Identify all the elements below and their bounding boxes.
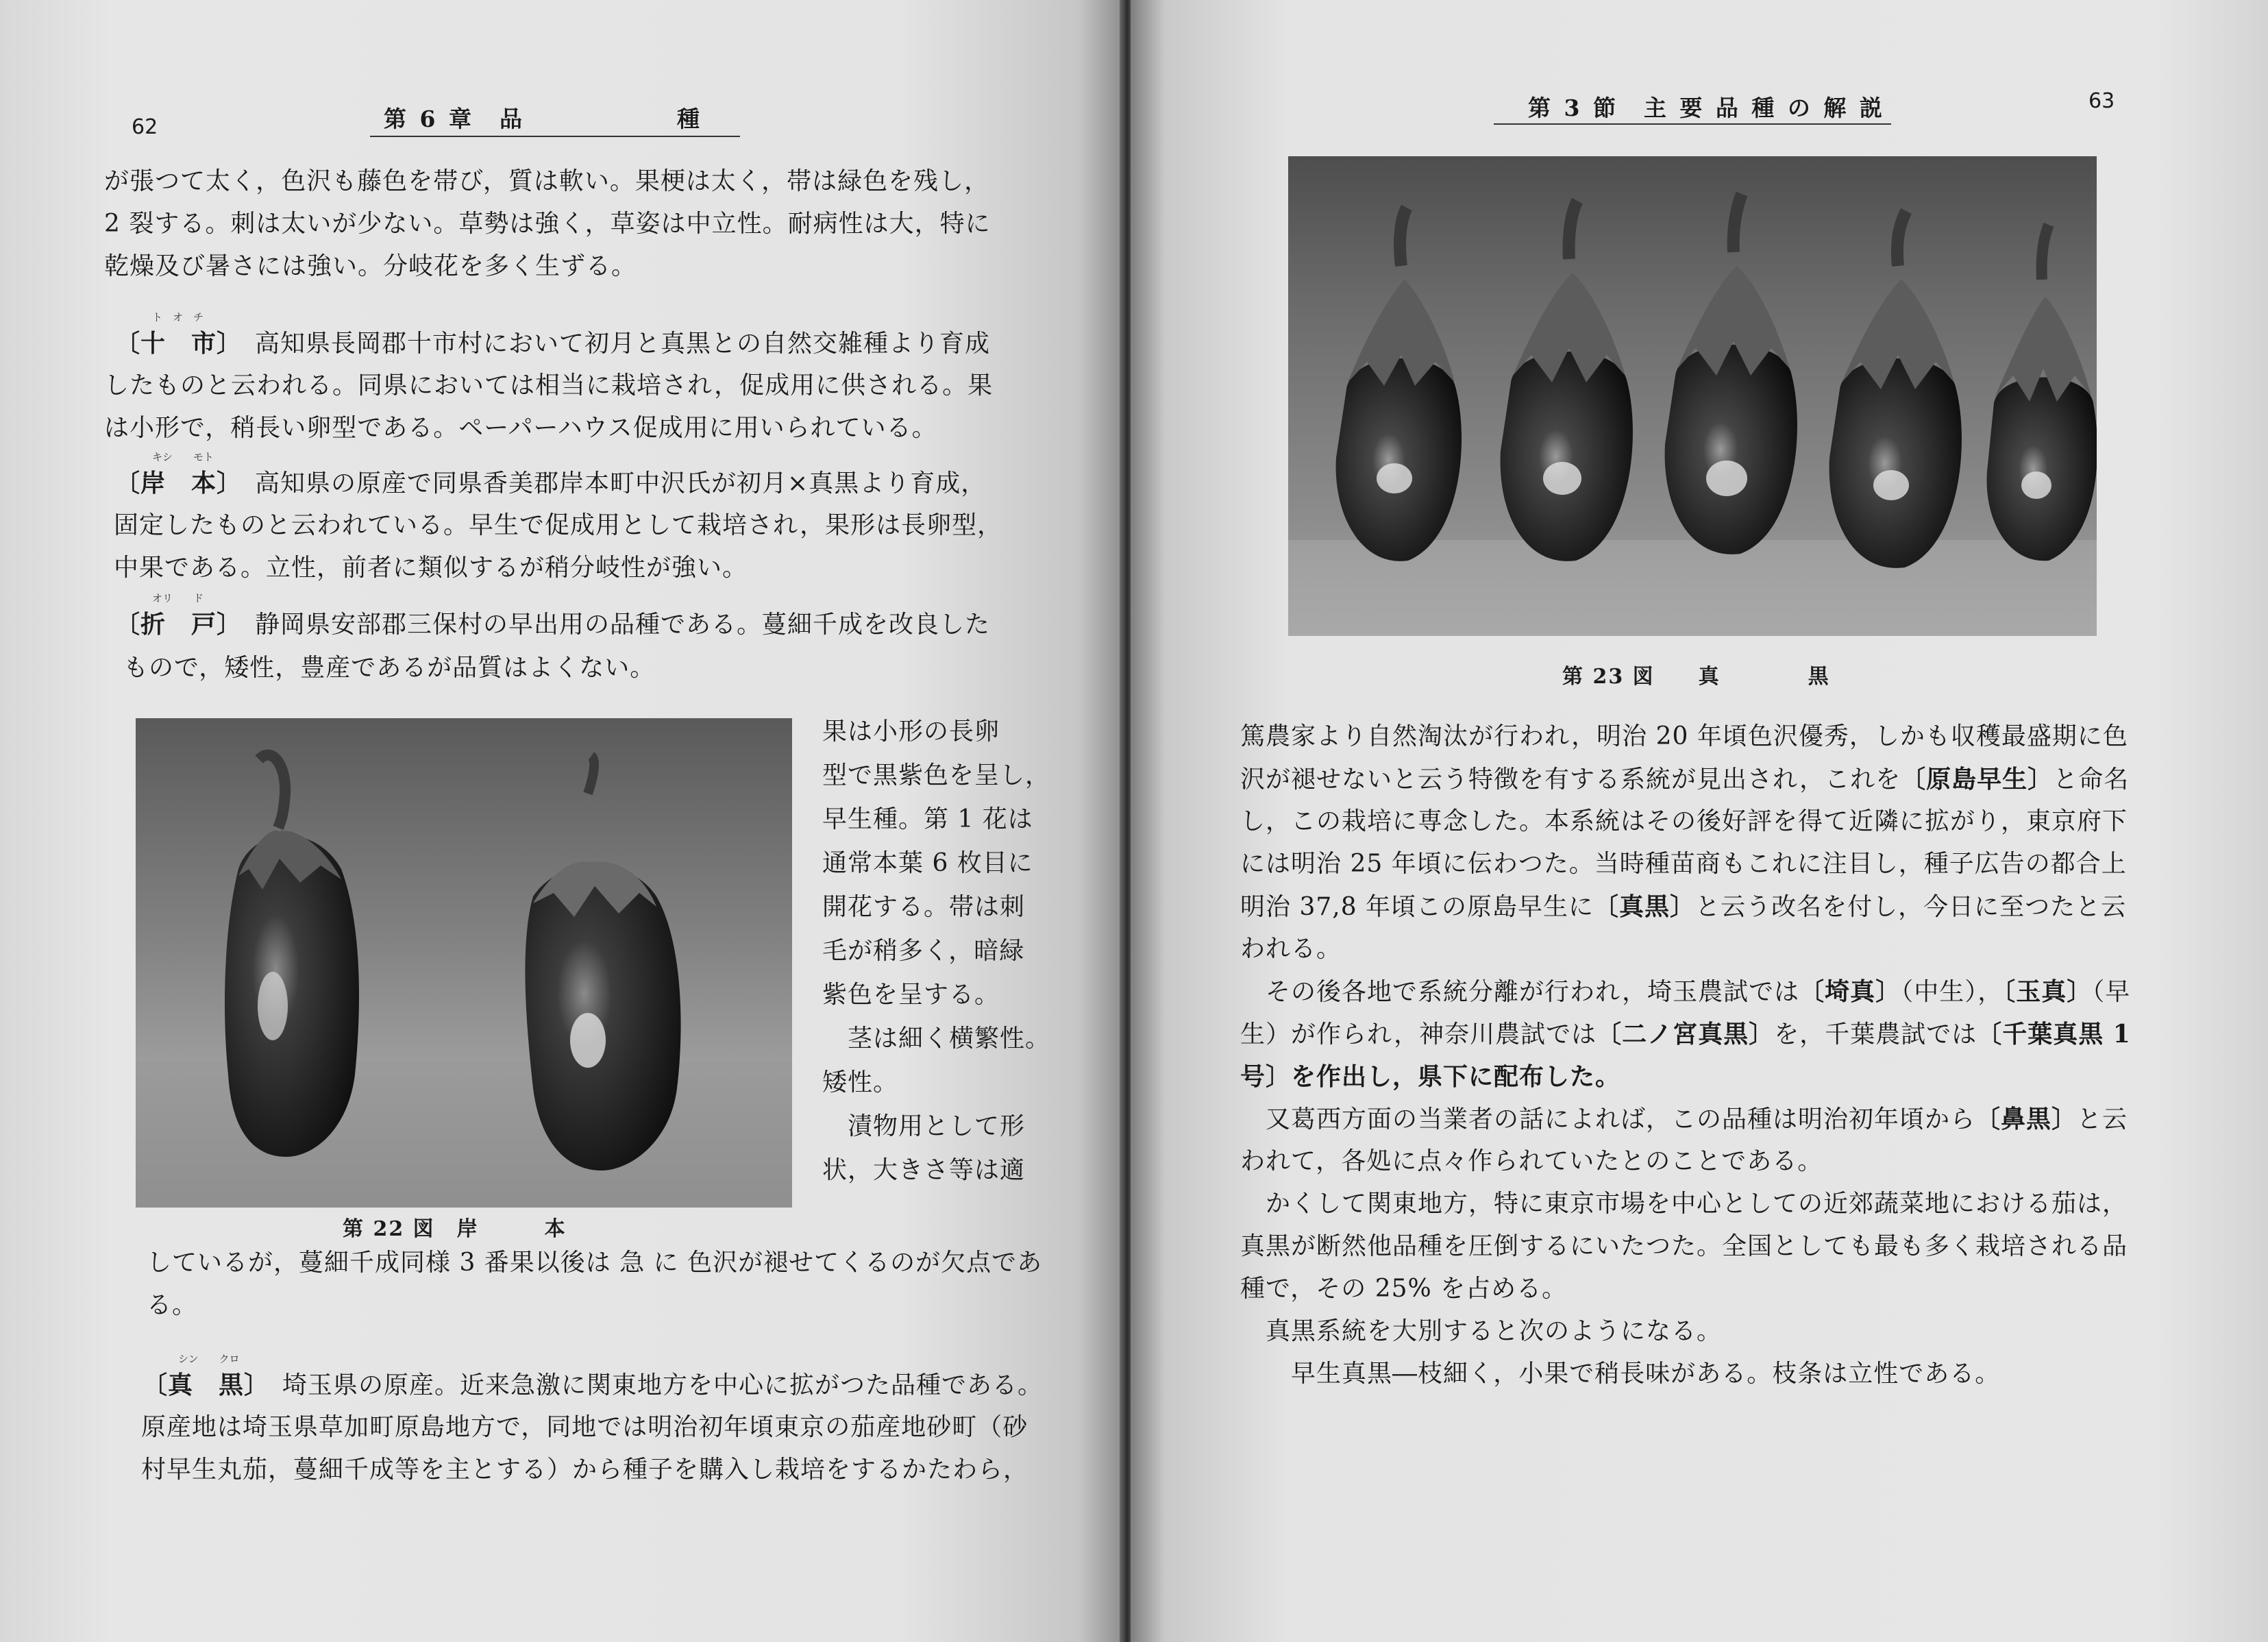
figure-23-caption: 第 23 図 真 黒 xyxy=(1562,665,1830,689)
text-line: 高知県長岡郡十市村において初月と真黒との自然交雑種より育成 xyxy=(255,330,991,358)
eggplant-right xyxy=(525,756,680,1171)
running-head-rule-left xyxy=(370,136,740,137)
text-segment: には明治 25 年頃に伝わつた。当時種苗商もこれに注目し，種子広告の都合上 xyxy=(1240,850,2127,878)
entry-kishimoto xyxy=(115,462,986,504)
entry-tochi xyxy=(115,322,990,365)
text-line xyxy=(1240,800,2131,843)
variety-label-tochi: 〔十 市〕 xyxy=(115,329,230,358)
paragraph-continuation xyxy=(104,160,991,288)
text-line xyxy=(1240,885,2131,928)
figure-23-photo xyxy=(1288,156,2097,636)
right-page xyxy=(1131,0,2268,1642)
variety-name: 〔玉真〕 xyxy=(2003,977,2093,1006)
text-segment: 早生真黒―枝細く，小果で稍長味がある。枝条は立性である。 xyxy=(1240,1360,2001,1388)
text-segment: 生）が作られ，神奈川農試では xyxy=(1240,1020,1597,1049)
eggplant-4 xyxy=(1829,211,1962,568)
entry-shinkuro xyxy=(143,1364,1043,1406)
text-line: 茎は細く横繁性。 xyxy=(822,1025,1051,1053)
text-line: 村早生丸茄，蔓細千成等を主とする）から種子を購入し栽培をするかたわら， xyxy=(141,1456,1029,1484)
text-line: もので，矮性，豊産であるが品質はよくない。 xyxy=(123,654,656,682)
text-line: が張つて太く，色沢も藤色を帯び，質は軟い。果梗は太く，帯は緑色を残し， xyxy=(104,167,990,195)
entry-shinkuro-body xyxy=(141,1406,1028,1491)
text-line: 開花する。帯は刺 xyxy=(822,893,1026,921)
text-line: 固定したものと云われている。早生で促成用として栽培され，果形は長卵型， xyxy=(114,511,1003,539)
text-line: 通常本葉 6 枚目に xyxy=(822,849,1033,877)
text-segment: われる。 xyxy=(1240,935,1342,963)
right-body-text xyxy=(1240,715,2131,1395)
running-head-right: 第 3 節 主 要 品 種 の 解 説 xyxy=(1528,95,1885,121)
furigana: オリ ド xyxy=(152,592,204,604)
figure-side-text xyxy=(822,710,1050,1192)
text-segment: 真黒系統を大別すると次のようになる。 xyxy=(1240,1317,1723,1345)
text-line: 状，大きさ等は適 xyxy=(822,1156,1026,1184)
text-line: 漬物用として形 xyxy=(822,1112,1026,1140)
text-segment: 沢が褪せないと云う特徴を有する系統が見出され，これを xyxy=(1240,765,1901,794)
text-line: 中果である。立性，前者に類似するが稍分岐性が強い。 xyxy=(114,554,748,582)
eggplant-illustration xyxy=(136,718,792,1208)
text-line xyxy=(1240,715,2131,758)
text-line: しているが，蔓細千成同様 3 番果以後は 急 に 色沢が褪せてくるのが欠点であ xyxy=(147,1249,1043,1277)
page-number-left: 62 xyxy=(132,115,158,139)
text-line: 紫色を呈する。 xyxy=(822,981,1000,1009)
text-line: 静岡県安部郡三保村の早出用の品種である。蔓細千成を改良した xyxy=(255,611,991,639)
text-line: る。 xyxy=(147,1291,198,1319)
text-line xyxy=(1240,1353,2131,1395)
text-line xyxy=(1240,1098,2131,1140)
text-segment: われて，各処に点々作られていたとのことである。 xyxy=(1240,1147,1823,1175)
text-segment: （中生）， xyxy=(1901,978,2004,1006)
text-segment: 又葛西方面の当業者の話によれば，この品種は明治初年頃から xyxy=(1240,1105,1976,1134)
figure-22-caption: 第 22 図 岸 本 xyxy=(343,1217,567,1241)
text-line xyxy=(1240,1225,2131,1268)
text-segment: 真黒が断然他品種を圧倒するにいたつた。全国としても最も多く栽培される品 xyxy=(1240,1232,2128,1260)
text-line xyxy=(1240,970,2131,1013)
text-line xyxy=(1240,1310,2131,1353)
left-page xyxy=(0,0,1124,1642)
text-line xyxy=(1240,758,2131,800)
text-line xyxy=(1240,1268,2131,1310)
variety-label-shinkuro: 〔真 黒〕 xyxy=(143,1371,258,1399)
text-line: 果は小形の長卵 xyxy=(822,718,1000,746)
text-line: は小形で，稍長い卵型である。ペーパーハウス促成用に用いられている。 xyxy=(104,414,937,442)
text-line: 矮性。 xyxy=(822,1068,899,1096)
text-segment: と云 xyxy=(2077,1105,2128,1134)
variety-label-orido: 〔折 戸〕 xyxy=(115,610,230,639)
running-head-rule-right xyxy=(1494,123,1891,125)
text-segment: 明治 37,8 年頃この原島早生に xyxy=(1240,893,1594,921)
eggplant-row-illustration xyxy=(1288,156,2097,636)
eggplant-1 xyxy=(1336,208,1462,561)
text-line xyxy=(1240,1013,2131,1055)
text-segment: を，千葉農試では xyxy=(1774,1020,1977,1049)
variety-name: 〔埼真〕 xyxy=(1799,977,1901,1006)
variety-label-kishimoto: 〔岸 本〕 xyxy=(115,469,230,498)
variety-name: 〔真黒〕 xyxy=(1594,892,1696,921)
text-segment: かくして関東地方，特に東京市場を中心としての近郊蔬菜地における茄は， xyxy=(1240,1190,2128,1218)
text-line xyxy=(1240,928,2131,970)
text-line: 2 裂する。刺は太いが少ない。草勢は強く，草姿は中立性。耐病性は大，特に xyxy=(104,210,991,238)
text-line: したものと云われる。同県においては相当に栽培され，促成用に供される。果 xyxy=(104,371,994,400)
text-segment: 篤農家より自然淘汰が行われ，明治 20 年頃色沢優秀，しかも収穫最盛期に色 xyxy=(1240,722,2128,750)
text-line xyxy=(1240,1055,2131,1098)
text-segment: し，この栽培に専念した。本系統はその後好評を得て近隣に拡がり，東京府下 xyxy=(1240,807,2128,835)
text-segment: と云う改名を付し，今日に至つたと云 xyxy=(1695,893,2127,921)
eggplant-left xyxy=(225,755,359,1157)
text-line: 高知県の原産で同県香美郡岸本町中沢氏が初月×真黒より育成， xyxy=(255,469,987,498)
text-line: 毛が稍多く，暗緑 xyxy=(822,937,1025,965)
furigana: キシ モト xyxy=(152,451,214,463)
variety-name: を作出し，県下に配布した。 xyxy=(1291,1062,1621,1091)
text-line xyxy=(1240,1140,2131,1183)
text-line: 型で黒紫色を呈し， xyxy=(822,761,1051,789)
furigana: ト オ チ xyxy=(152,311,204,323)
text-segment: その後各地で系統分離が行われ，埼玉農試では xyxy=(1240,978,1800,1006)
eggplant-5 xyxy=(1987,225,2097,561)
variety-name: 〔二ノ宮真黒〕 xyxy=(1597,1020,1775,1049)
paragraph-after-figure xyxy=(147,1242,1042,1327)
furigana: シン クロ xyxy=(178,1353,240,1365)
text-line xyxy=(1240,1183,2131,1225)
text-segment: と命名 xyxy=(2053,765,2130,794)
eggplant-3 xyxy=(1665,194,1797,554)
figure-22-photo xyxy=(136,718,792,1208)
page-number-right: 63 xyxy=(2088,89,2115,113)
variety-name: 〔鼻黒〕 xyxy=(1975,1105,2078,1134)
text-line: 早生種。第 1 花は xyxy=(822,805,1033,833)
text-segment: 種で，その 25% を占める。 xyxy=(1240,1275,1568,1303)
variety-name: 号〕 xyxy=(1240,1062,1292,1091)
text-line: 原産地は埼玉県草加町原島地方で，同地では明治初年頃東京の茄産地砂町（砂 xyxy=(141,1413,1028,1441)
entry-kishimoto-body xyxy=(114,504,1002,589)
entry-orido xyxy=(115,603,990,646)
text-line: 埼玉県の原産。近来急激に関東地方を中心に拡がつた品種である。 xyxy=(282,1371,1044,1399)
entry-tochi-body xyxy=(104,365,993,450)
text-line xyxy=(1240,843,2131,885)
eggplant-2 xyxy=(1501,201,1633,561)
variety-name: 〔原島早生〕 xyxy=(1901,765,2054,794)
variety-name: 〔千葉真黒 1 xyxy=(1977,1020,2131,1049)
text-segment: （早 xyxy=(2092,978,2131,1006)
text-line: 乾燥及び暑さには強い。分岐花を多く生ずる。 xyxy=(104,252,637,280)
entry-orido-body xyxy=(123,647,655,689)
running-head-left: 第 6 章 品 種 xyxy=(384,106,702,132)
